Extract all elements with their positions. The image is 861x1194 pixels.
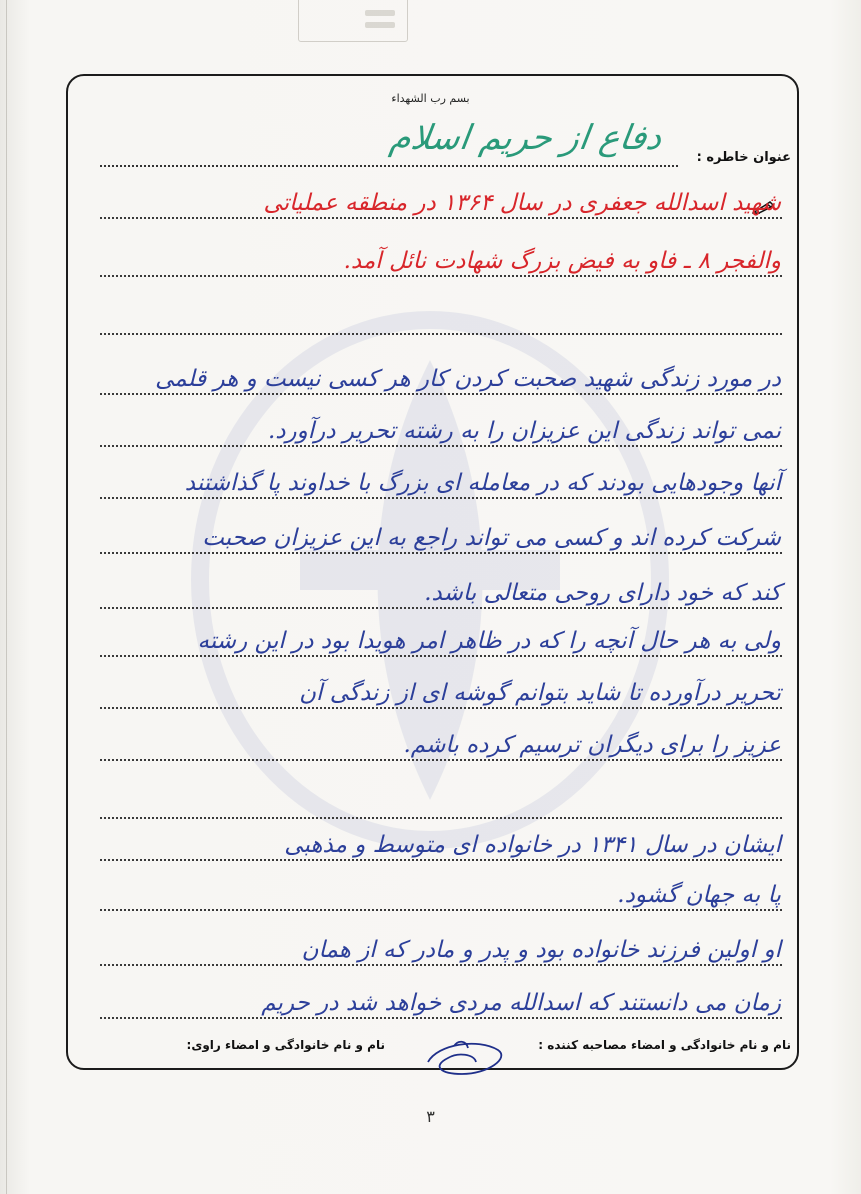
page-edge-line — [6, 0, 7, 1194]
ruled-line — [100, 275, 782, 277]
ruled-line — [100, 445, 782, 447]
memoir-handwritten-line: پا به جهان گشود. — [617, 882, 781, 908]
memoir-handwritten-line: آنها وجودهایی بودند که در معامله ای بزرگ با خداوند پا گذاشتند — [184, 470, 781, 496]
memoir-handwritten-line: ولی به هر حال آنچه را که در ظاهر امر هویدا بود در این رشته — [197, 628, 781, 654]
memoir-handwritten-line: نمی تواند زندگی این عزیزان را به رشته تحریر درآورد. — [267, 418, 781, 444]
narrator-signature-label: نام و نام خانوادگی و امضاء راوی: — [186, 1038, 385, 1052]
memoir-title-handwritten: دفاع از حریم اسلام — [386, 118, 664, 158]
memoir-handwritten-line: ایشان در سال ۱۳۴۱ در خانواده ای متوسط و مذهبی — [284, 832, 781, 858]
ruled-line — [100, 909, 782, 911]
memoir-handwritten-line: شهید اسدالله جعفری در سال ۱۳۶۴ در منطقه عملیاتی — [263, 190, 781, 216]
memoir-handwritten-line: شرکت کرده اند و کسی می تواند راجع به این عزیزان صحبت — [202, 525, 781, 551]
memoir-handwritten-line: زمان می دانستند که اسدالله مردی خواهد شد در حریم — [261, 990, 781, 1016]
ruled-line — [100, 333, 782, 335]
ruled-line — [100, 655, 782, 657]
memoir-handwritten-line: کند که خود دارای روحی متعالی باشد. — [424, 580, 781, 606]
ruled-line — [100, 497, 782, 499]
ruled-line — [100, 759, 782, 761]
registration-stamp — [298, 0, 408, 42]
ruled-line — [100, 817, 782, 819]
ruled-line — [100, 607, 782, 609]
memoir-handwritten-line: تحریر درآورده تا شاید بتوانم گوشه ای از زندگی آن — [299, 680, 781, 706]
ruled-line — [100, 1017, 782, 1019]
memoir-title-label: عنوان خاطره : — [696, 150, 791, 165]
ruled-line — [100, 964, 782, 966]
title-dotted-line — [100, 165, 678, 167]
signature-icon — [418, 1024, 514, 1084]
bismillah-heading: بسم رب الشهداء — [391, 92, 470, 105]
ruled-line — [100, 552, 782, 554]
memoir-handwritten-line: او اولین فرزند خانواده بود و پدر و مادر که از همان — [301, 937, 781, 963]
ruled-line — [100, 859, 782, 861]
memoir-frame — [66, 74, 799, 1070]
ruled-line — [100, 707, 782, 709]
ruled-line — [100, 217, 782, 219]
memoir-handwritten-line: در مورد زندگی شهید صحبت کردن کار هر کسی نیست و هر قلمی — [155, 366, 781, 392]
memoir-handwritten-line: والفجر ۸ ـ فاو به فیض بزرگ شهادت نائل آمد. — [343, 248, 781, 274]
ruled-line — [100, 393, 782, 395]
memoir-handwritten-line: عزیز را برای دیگران ترسیم کرده باشم. — [403, 732, 781, 758]
interviewer-signature-label: نام و نام خانوادگی و امضاء مصاحبه کننده : — [538, 1038, 791, 1052]
page-number: ۳ — [426, 1107, 435, 1126]
